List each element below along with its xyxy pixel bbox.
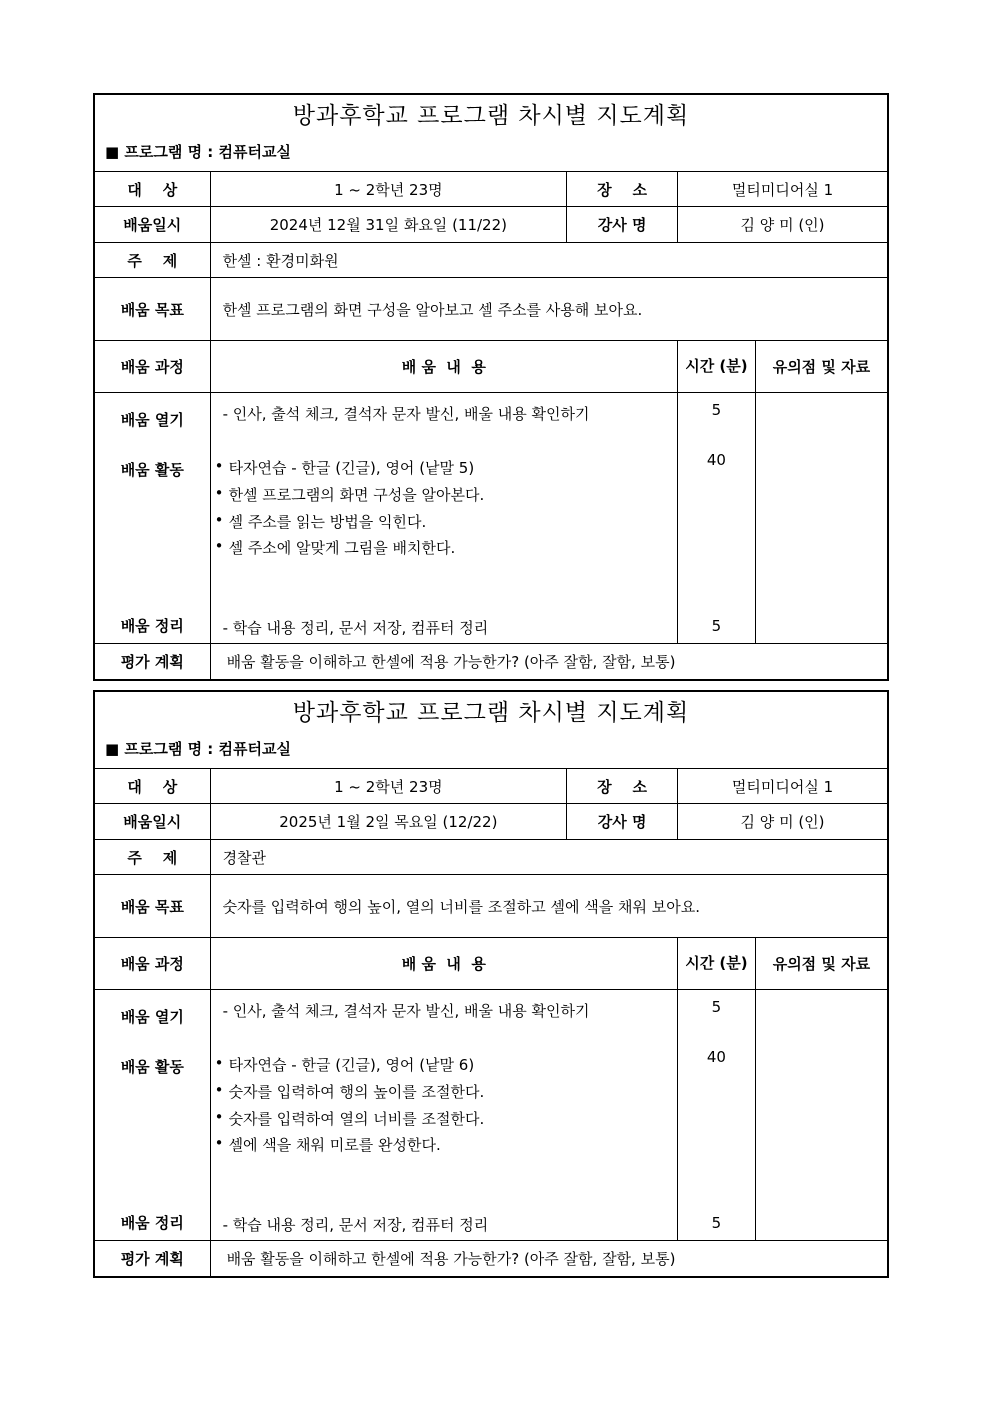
program-name: ■ 프로그램 명 : 컴퓨터교실 — [105, 143, 291, 161]
time-header: 시간 (분) — [678, 341, 756, 393]
time-cell — [678, 393, 756, 644]
stage-open: 배움 열기 — [120, 411, 184, 429]
time-cell — [678, 990, 756, 1241]
activity-item: 타자연습 - 한글 (긴글), 영어 (낱말 6) — [228, 1056, 475, 1074]
target-label: 대 상 — [95, 172, 210, 207]
goal-label: 배움 목표 — [95, 875, 210, 938]
notes-header: 유의점 및 자료 — [755, 938, 887, 990]
activity-item: 타자연습 - 한글 (긴글), 영어 (낱말 5) — [228, 459, 475, 477]
content-cell — [210, 990, 678, 1241]
place-value: 멀티미디어실 1 — [678, 172, 887, 207]
plan-table — [95, 768, 887, 1276]
bullet-icon: • — [214, 457, 224, 475]
process-label: 배움 과정 — [95, 938, 210, 990]
stage-close: 배움 정리 — [120, 1214, 184, 1232]
plan-title: 방과후학교 프로그램 차시별 지도계획 — [292, 103, 690, 129]
time-open: 5 — [711, 401, 722, 419]
time-header: 시간 (분) — [678, 938, 756, 990]
goal-value: 한셀 프로그램의 화면 구성을 알아보고 셀 주소를 사용해 보아요. — [210, 278, 887, 341]
activity-item: 셀에 색을 채워 미로를 완성한다. — [228, 1136, 441, 1154]
date-label: 배움일시 — [95, 207, 210, 243]
time-open: 5 — [711, 998, 722, 1016]
subject-value: 경찰관 — [210, 840, 887, 875]
bullet-icon: • — [214, 1081, 224, 1099]
evaluation-label: 평가 계획 — [95, 644, 210, 679]
activity-item: 숫자를 입력하여 열의 너비를 조절한다. — [228, 1110, 485, 1128]
stage-open: 배움 열기 — [120, 1008, 184, 1026]
date-value: 2024년 12월 31일 화요일 (11/22) — [210, 207, 567, 243]
stage-activity: 배움 활동 — [120, 461, 184, 479]
process-stages — [95, 990, 210, 1241]
close-text: - 학습 내용 정리, 문서 저장, 컴퓨터 정리 — [222, 619, 489, 637]
bullet-icon: • — [214, 1108, 224, 1126]
time-close: 5 — [711, 1214, 722, 1232]
notes-cell — [755, 990, 887, 1241]
bullet-icon: • — [214, 1134, 224, 1152]
stage-close: 배움 정리 — [120, 617, 184, 635]
target-value: 1 ~ 2학년 23명 — [210, 769, 567, 804]
teacher-label: 강사 명 — [567, 207, 678, 243]
place-label: 장 소 — [567, 172, 678, 207]
lesson-plan-2 — [93, 690, 889, 1278]
date-value: 2025년 1월 2일 목요일 (12/22) — [210, 804, 567, 840]
activity-item: 숫자를 입력하여 행의 높이를 조절한다. — [228, 1083, 485, 1101]
place-value: 멀티미디어실 1 — [678, 769, 887, 804]
time-close: 5 — [711, 617, 722, 635]
bullet-icon: • — [214, 484, 224, 502]
notes-header: 유의점 및 자료 — [755, 341, 887, 393]
plan-title: 방과후학교 프로그램 차시별 지도계획 — [292, 700, 690, 726]
evaluation-label: 평가 계획 — [95, 1241, 210, 1276]
process-stages — [95, 393, 210, 644]
teacher-label: 강사 명 — [567, 804, 678, 840]
goal-label: 배움 목표 — [95, 278, 210, 341]
close-text: - 학습 내용 정리, 문서 저장, 컴퓨터 정리 — [222, 1216, 489, 1234]
content-cell — [210, 393, 678, 644]
evaluation-value: 배움 활동을 이해하고 한셀에 적용 가능한가? (아주 잘함, 잘함, 보통) — [210, 644, 887, 679]
lesson-plan-1 — [93, 93, 889, 681]
activity-item: 셀 주소를 읽는 방법을 익힌다. — [228, 513, 427, 531]
time-activity: 40 — [706, 451, 726, 469]
date-label: 배움일시 — [95, 804, 210, 840]
time-activity: 40 — [706, 1048, 726, 1066]
subject-value: 한셀 : 환경미화원 — [210, 243, 887, 278]
bullet-icon: • — [214, 537, 224, 555]
plan-table — [95, 171, 887, 679]
target-label: 대 상 — [95, 769, 210, 804]
subject-label: 주 제 — [95, 243, 210, 278]
activity-item: 한셀 프로그램의 화면 구성을 알아본다. — [228, 486, 485, 504]
open-text: - 인사, 출석 체크, 결석자 문자 발신, 배울 내용 확인하기 — [222, 1002, 590, 1020]
process-label: 배움 과정 — [95, 341, 210, 393]
bullet-icon: • — [214, 511, 224, 529]
activity-item: 셀 주소에 알맞게 그림을 배치한다. — [228, 539, 456, 557]
evaluation-value: 배움 활동을 이해하고 한셀에 적용 가능한가? (아주 잘함, 잘함, 보통) — [210, 1241, 887, 1276]
place-label: 장 소 — [567, 769, 678, 804]
bullet-icon: • — [214, 1054, 224, 1072]
program-name: ■ 프로그램 명 : 컴퓨터교실 — [105, 740, 291, 758]
open-text: - 인사, 출석 체크, 결석자 문자 발신, 배울 내용 확인하기 — [222, 405, 590, 423]
target-value: 1 ~ 2학년 23명 — [210, 172, 567, 207]
content-header: 배 움 내 용 — [210, 938, 678, 990]
goal-value: 숫자를 입력하여 행의 높이, 열의 너비를 조절하고 셀에 색을 채워 보아요. — [210, 875, 887, 938]
notes-cell — [755, 393, 887, 644]
teacher-value: 김 양 미 (인) — [678, 804, 887, 840]
subject-label: 주 제 — [95, 840, 210, 875]
teacher-value: 김 양 미 (인) — [678, 207, 887, 243]
content-header: 배 움 내 용 — [210, 341, 678, 393]
stage-activity: 배움 활동 — [120, 1058, 184, 1076]
